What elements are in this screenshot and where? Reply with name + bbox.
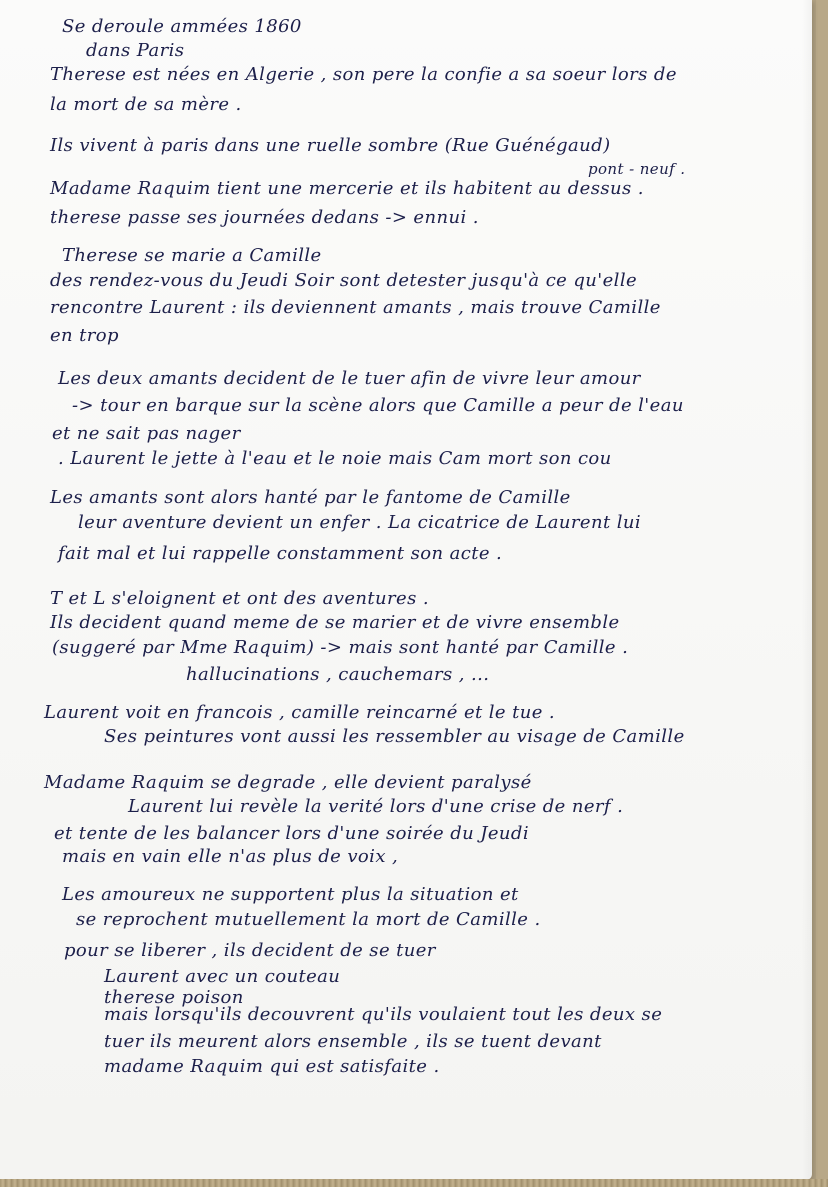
note-line: madame Raquim qui est satisfaite . bbox=[104, 1056, 440, 1077]
note-line: pour se liberer , ils decident de se tuer bbox=[64, 940, 436, 961]
note-line: Laurent lui revèle la verité lors d'une crise de nerf . bbox=[128, 796, 624, 817]
note-line: Ils decident quand meme de se marier et de vivre ensemble bbox=[50, 612, 620, 633]
note-line: mais en vain elle n'as plus de voix , bbox=[62, 846, 399, 867]
note-line: Se deroule ammées 1860 bbox=[62, 16, 302, 37]
note-line: Madame Raquim se degrade , elle devient paralysé bbox=[44, 772, 532, 793]
note-line: Therese se marie a Camille bbox=[62, 245, 322, 266]
note-line: se reprochent mutuellement la mort de Camille . bbox=[76, 909, 541, 930]
note-line: en trop bbox=[50, 325, 119, 346]
note-line: et tente de les balancer lors d'une soirée du Jeudi bbox=[54, 823, 529, 844]
note-line: therese passe ses journées dedans -> ennui . bbox=[50, 207, 479, 228]
note-line: Laurent voit en francois , camille reincarné et le tue . bbox=[44, 702, 556, 723]
note-line: . Laurent le jette à l'eau et le noie mais Cam mort son cou bbox=[58, 448, 612, 469]
note-line: et ne sait pas nager bbox=[52, 423, 241, 444]
note-line: Laurent avec un couteau bbox=[104, 966, 341, 987]
note-line: rencontre Laurent : ils deviennent amants , mais trouve Camille bbox=[50, 297, 661, 318]
note-line: Ils vivent à paris dans une ruelle sombre (Rue Guénégaud) bbox=[50, 135, 611, 156]
note-line: Les amants sont alors hanté par le fantome de Camille bbox=[50, 487, 571, 508]
note-line: des rendez-vous du Jeudi Soir sont detester jusqu'à ce qu'elle bbox=[50, 270, 638, 291]
note-line: Madame Raquim tient une mercerie et ils habitent au dessus . bbox=[50, 178, 644, 199]
note-line: pont - neuf . bbox=[588, 160, 686, 178]
note-line: fait mal et lui rappelle constamment son acte . bbox=[58, 543, 503, 564]
note-line: tuer ils meurent alors ensemble , ils se tuent devant bbox=[104, 1031, 602, 1052]
note-line: hallucinations , cauchemars , ... bbox=[186, 664, 490, 685]
note-line: Les deux amants decident de le tuer afin de vivre leur amour bbox=[58, 368, 641, 389]
note-line: la mort de sa mère . bbox=[50, 94, 242, 115]
note-line: leur aventure devient un enfer . La cicatrice de Laurent lui bbox=[78, 512, 642, 533]
note-line: Ses peintures vont aussi les ressembler au visage de Camille bbox=[104, 726, 685, 747]
note-line: mais lorsqu'ils decouvrent qu'ils voulaient tout les deux se bbox=[104, 1004, 663, 1025]
wooden-table-edge bbox=[0, 1179, 828, 1187]
note-line: therese poison bbox=[104, 987, 244, 1008]
note-line: dans Paris bbox=[86, 40, 185, 61]
note-line: -> tour en barque sur la scène alors que Camille a peur de l'eau bbox=[72, 395, 684, 416]
note-line: (suggeré par Mme Raquim) -> mais sont hanté par Camille . bbox=[52, 637, 629, 658]
note-line: Therese est nées en Algerie , son pere la confie a sa soeur lors de bbox=[50, 64, 677, 85]
note-line: Les amoureux ne supportent plus la situation et bbox=[62, 884, 519, 905]
note-line: T et L s'eloignent et ont des aventures . bbox=[50, 588, 429, 609]
